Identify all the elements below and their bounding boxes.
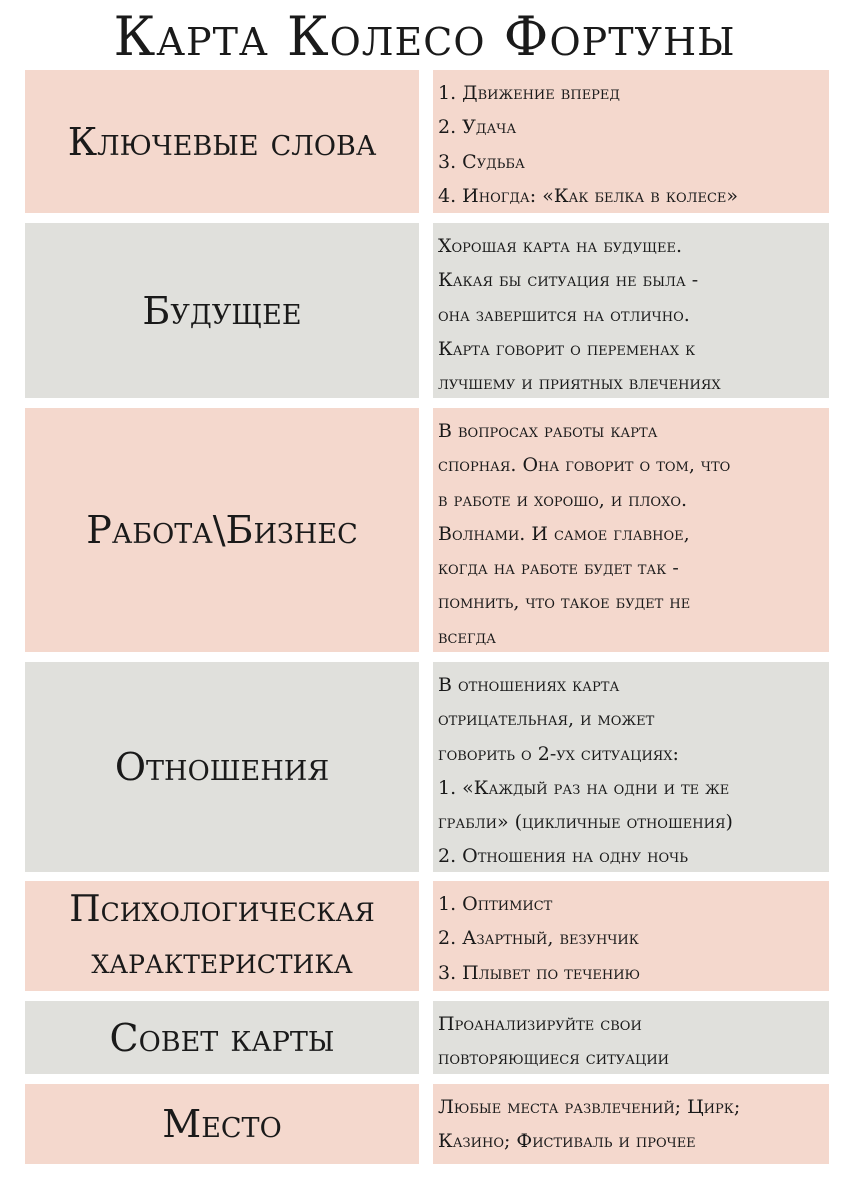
value-line: 2. Азартный, везунчик <box>438 927 639 950</box>
value-line: Карта говорит о переменах к <box>438 337 696 360</box>
row-psychological <box>25 881 829 991</box>
value-line: отрицательная, и может <box>438 708 655 731</box>
row-value <box>433 70 829 213</box>
value-line: 2. Отношения на одну ночь <box>438 845 688 868</box>
row-label: Работа\Бизнес <box>25 408 419 652</box>
value-line: Волнами. И самое главное, <box>438 522 690 545</box>
value-line: Казино; Фистиваль и прочее <box>438 1130 696 1153</box>
value-line: грабли» (цикличные отношения) <box>438 811 733 834</box>
row-label: Совет карты <box>25 1001 419 1074</box>
value-line: лучшему и приятных влечениях <box>438 372 721 395</box>
row-future <box>25 223 829 398</box>
value-line: она завершится на отлично. <box>438 303 690 326</box>
row-label: Будущее <box>25 223 419 398</box>
row-place <box>25 1084 829 1164</box>
row-value <box>433 223 829 398</box>
row-value <box>433 1001 829 1074</box>
row-label: Место <box>25 1084 419 1164</box>
row-label: Отношения <box>25 662 419 872</box>
value-line: Проанализируйте свои <box>438 1013 642 1035</box>
page-title: Карта Колесо Фортуны <box>113 5 736 68</box>
value-line: 1. «Каждый раз на одни и те же <box>438 776 730 799</box>
value-line: когда на работе будет так - <box>438 557 679 580</box>
value-line: В отношениях карта <box>438 674 620 696</box>
value-line: помнить, что такое будет не <box>438 591 691 614</box>
value-line: 4. Иногда: «Как белка в колесе» <box>438 184 739 207</box>
row-keywords <box>25 70 829 213</box>
row-relationships <box>25 662 829 872</box>
row-value <box>433 408 829 652</box>
row-label: Психологическая характеристика <box>25 881 419 991</box>
value-line: Хорошая карта на будущее. <box>438 235 683 257</box>
value-line: Любые места развлечений; Цирк; <box>438 1096 741 1118</box>
value-line: спорная. Она говорит о том, что <box>438 454 731 477</box>
value-line: Какая бы ситуация не была - <box>438 269 699 292</box>
value-line: говорить о 2-ух ситуациях: <box>438 742 679 765</box>
row-label: Ключевые слова <box>25 70 419 213</box>
row-value <box>433 662 829 872</box>
value-line: в работе и хорошо, и плохо. <box>438 488 688 511</box>
value-line: 1. Движение вперед <box>438 82 620 104</box>
row-card-advice <box>25 1001 829 1074</box>
row-value <box>433 1084 829 1164</box>
value-line: 3. Судьба <box>438 150 525 173</box>
row-work-business <box>25 408 829 652</box>
value-line: всегда <box>438 625 497 648</box>
value-line: 2. Удача <box>438 116 517 139</box>
value-line: 1. Оптимист <box>438 893 553 915</box>
value-line: повторяющиеся ситуации <box>438 1047 669 1070</box>
value-line: В вопросах работы карта <box>438 420 658 442</box>
row-value <box>433 881 829 991</box>
value-line: 3. Плывет по течению <box>438 961 641 984</box>
